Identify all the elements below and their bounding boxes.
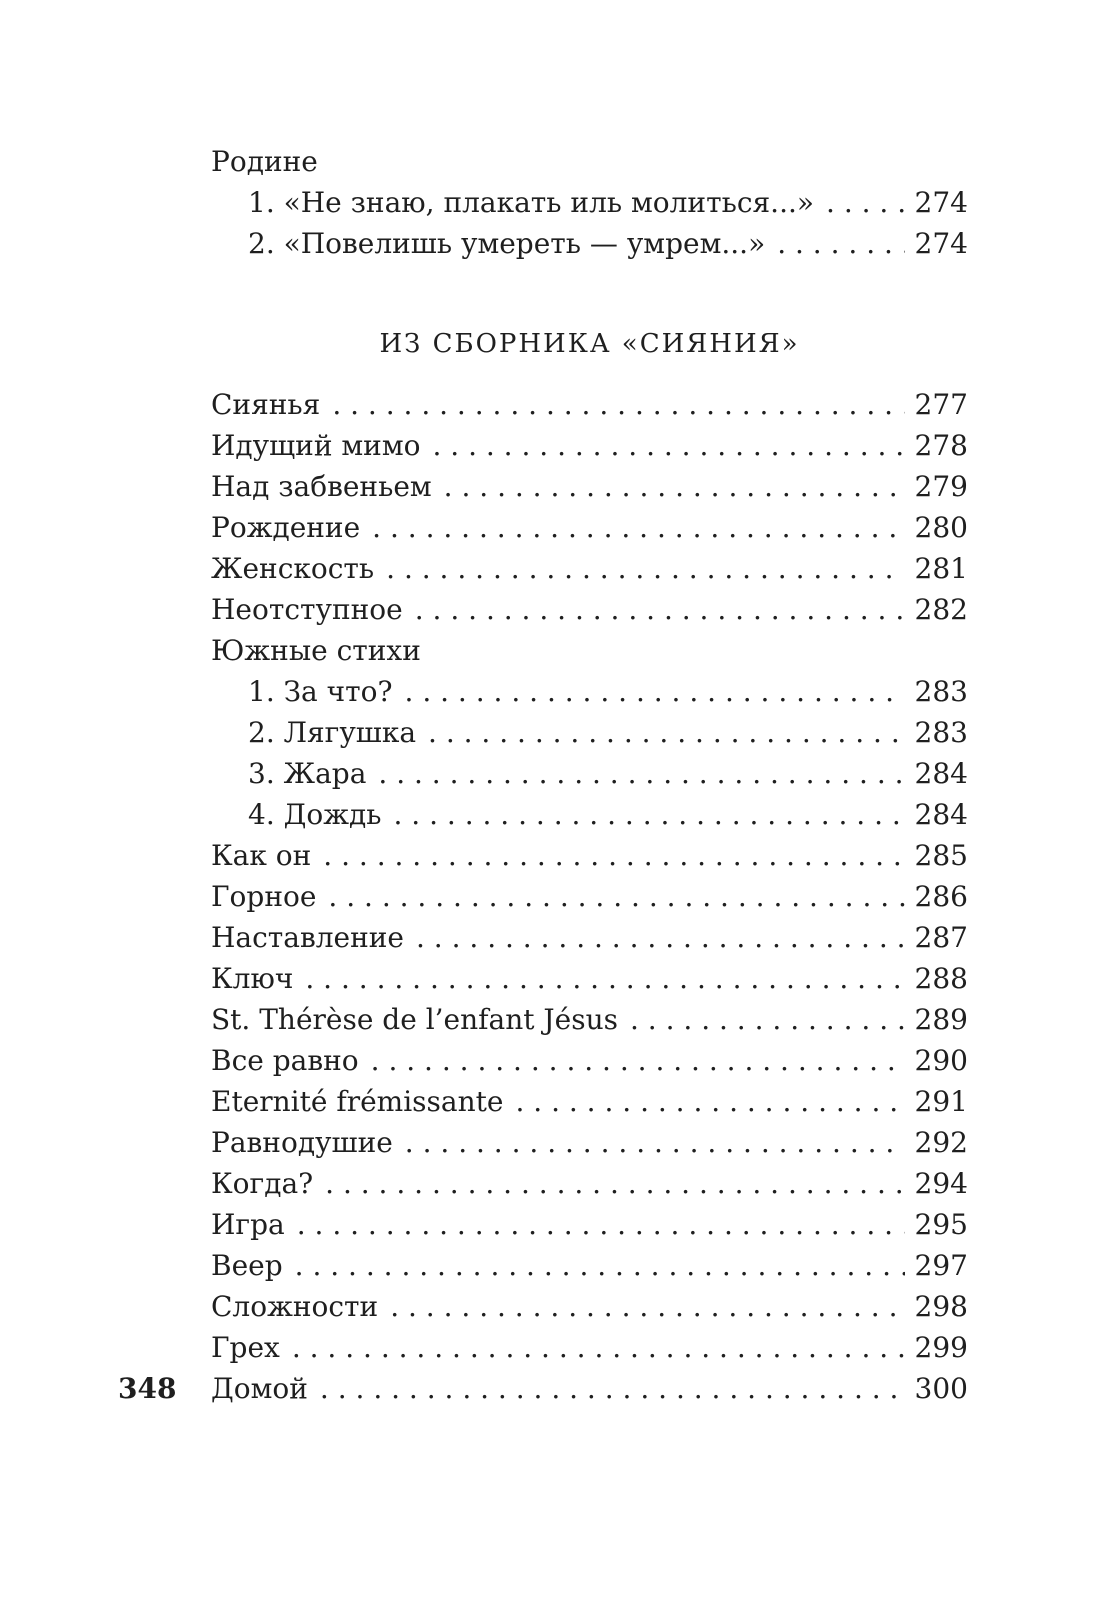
toc-entry xyxy=(211,1245,968,1286)
toc-entry-page-number: 286 xyxy=(914,880,968,913)
toc-entry-page-number: 284 xyxy=(914,798,968,831)
toc-dot-leader xyxy=(372,507,904,548)
toc-entry-page-number: 299 xyxy=(914,1331,968,1364)
toc-group-main xyxy=(211,384,968,1409)
toc-dot-leader xyxy=(328,876,904,917)
toc-entry xyxy=(211,917,968,958)
toc-entry-page-number: 281 xyxy=(914,552,968,585)
toc-entry-title: Над забвеньем xyxy=(211,470,432,503)
toc-dot-leader xyxy=(323,835,904,876)
toc-dot-leader xyxy=(405,671,905,712)
toc-entry-title: Идущий мимо xyxy=(211,429,421,462)
toc-entry xyxy=(211,1040,968,1081)
toc-entry-title: Рождение xyxy=(211,511,361,544)
toc-dot-leader xyxy=(295,1245,905,1286)
toc-entry-page-number: 274 xyxy=(914,227,968,260)
toc-entry-page-number: 282 xyxy=(914,593,968,626)
collection-section-header: ИЗ СБОРНИКА «СИЯНИЯ» xyxy=(379,329,800,359)
toc-dot-leader xyxy=(390,1286,904,1327)
toc-entry xyxy=(211,1286,968,1327)
toc-entry-page-number: 283 xyxy=(914,716,968,749)
toc-entry-page-number: 287 xyxy=(914,921,968,954)
toc-entry xyxy=(211,712,968,753)
toc-entry-page-number: 274 xyxy=(914,186,968,219)
toc-dot-leader xyxy=(416,917,905,958)
toc-entry xyxy=(211,384,968,425)
folio-page-number: 348 xyxy=(118,1372,177,1405)
toc-entry-page-number: 283 xyxy=(914,675,968,708)
toc-entry-title: Eternité frémissante xyxy=(211,1085,504,1118)
toc-entry-title: Женскость xyxy=(211,552,375,585)
toc-entry-page-number: 284 xyxy=(914,757,968,790)
toc-entry-page-number: 294 xyxy=(914,1167,968,1200)
toc-dot-leader xyxy=(428,712,905,753)
toc-dot-leader xyxy=(320,1368,905,1409)
toc-entry xyxy=(211,671,968,712)
toc-entry xyxy=(211,794,968,835)
toc-entry xyxy=(211,425,968,466)
toc-entry-title: Южные стихи xyxy=(211,634,421,667)
toc-entry-title: Родине xyxy=(211,145,318,178)
toc-entry-page-number: 295 xyxy=(914,1208,968,1241)
toc-entry xyxy=(211,876,968,917)
toc-entry xyxy=(211,1327,968,1368)
toc-entry xyxy=(211,1368,968,1409)
toc-entry-page-number: 280 xyxy=(914,511,968,544)
toc-entry-page-number: 289 xyxy=(914,1003,968,1036)
toc-entry-page-number: 285 xyxy=(914,839,968,872)
toc-entry-title: Когда? xyxy=(211,1167,314,1200)
toc-group-top xyxy=(211,141,968,264)
toc-entry-title: Ключ xyxy=(211,962,294,995)
toc-dot-leader xyxy=(386,548,904,589)
toc-entry-page-number: 278 xyxy=(914,429,968,462)
toc-entry xyxy=(211,223,968,264)
toc-dot-leader xyxy=(378,753,904,794)
toc-entry xyxy=(211,958,968,999)
toc-entry-page-number: 288 xyxy=(914,962,968,995)
toc-entry-title: Как он xyxy=(211,839,312,872)
toc-dot-leader xyxy=(515,1081,904,1122)
toc-entry-title: Игра xyxy=(211,1208,285,1241)
toc-entry xyxy=(211,507,968,548)
toc-dot-leader xyxy=(415,589,905,630)
toc-entry xyxy=(211,835,968,876)
toc-entry-title: St. Thérèse de l’enfant Jésus xyxy=(211,1003,618,1036)
toc-entry-title: Наставление xyxy=(211,921,404,954)
toc-entry xyxy=(211,589,968,630)
toc-entry xyxy=(211,999,968,1040)
toc-dot-leader xyxy=(432,425,904,466)
toc-entry-title: 2. «Повелишь умереть — умрем...» xyxy=(248,227,766,260)
toc-entry xyxy=(211,141,968,182)
toc-dot-leader xyxy=(393,794,904,835)
toc-entry-title: Веер xyxy=(211,1249,283,1282)
toc-entry-title: 1. За что? xyxy=(248,675,393,708)
toc-entry xyxy=(211,1163,968,1204)
toc-entry-title: Сложности xyxy=(211,1290,379,1323)
toc-entry-title: Все равно xyxy=(211,1044,359,1077)
toc-entry-title: Сиянья xyxy=(211,388,321,421)
toc-entry-title: 1. «Не знаю, плакать иль молиться...» xyxy=(248,186,815,219)
toc-entry xyxy=(211,630,968,671)
toc-entry xyxy=(211,1081,968,1122)
toc-dot-leader xyxy=(297,1204,905,1245)
toc-entry-title: Равнодушие xyxy=(211,1126,393,1159)
toc-entry-title: 4. Дождь xyxy=(248,798,382,831)
toc-entry xyxy=(211,182,968,223)
toc-entry xyxy=(211,1122,968,1163)
toc-dot-leader xyxy=(777,223,904,264)
toc-dot-leader xyxy=(332,384,904,425)
toc-dot-leader xyxy=(826,182,905,223)
toc-dot-leader xyxy=(405,1122,905,1163)
toc-dot-leader xyxy=(292,1327,905,1368)
toc-entry-title: Горное xyxy=(211,880,317,913)
toc-entry-page-number: 297 xyxy=(914,1249,968,1282)
toc-entry-title: 3. Жара xyxy=(248,757,367,790)
toc-entry xyxy=(211,753,968,794)
toc-entry-title: Домой xyxy=(211,1372,308,1405)
toc-entry-title: 2. Лягушка xyxy=(248,716,417,749)
toc-dot-leader xyxy=(630,999,905,1040)
toc-entry-page-number: 291 xyxy=(914,1085,968,1118)
toc-entry-title: Грех xyxy=(211,1331,280,1364)
toc-entry-page-number: 290 xyxy=(914,1044,968,1077)
toc-entry-title: Неотступное xyxy=(211,593,403,626)
toc-entry-page-number: 292 xyxy=(914,1126,968,1159)
toc-dot-leader xyxy=(325,1163,904,1204)
toc-dot-leader xyxy=(371,1040,905,1081)
toc-entry-page-number: 277 xyxy=(914,388,968,421)
toc-dot-leader xyxy=(444,466,905,507)
toc-entry xyxy=(211,1204,968,1245)
toc-entry-page-number: 279 xyxy=(914,470,968,503)
toc-entry xyxy=(211,466,968,507)
toc-dot-leader xyxy=(305,958,904,999)
toc-entry-page-number: 300 xyxy=(914,1372,968,1405)
toc-entry-page-number: 298 xyxy=(914,1290,968,1323)
toc-entry xyxy=(211,548,968,589)
